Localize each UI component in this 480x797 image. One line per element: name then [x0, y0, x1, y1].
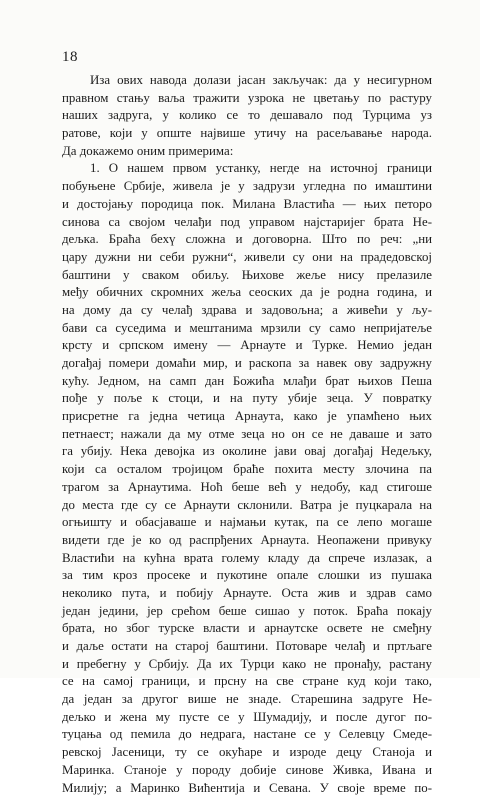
- text-line: баштини у сваком обиљу. Њихове жеље нису прелазиле: [62, 267, 432, 285]
- text-line: туцања од пемила до недрага, настане се у Селевцу Смеде-: [62, 726, 432, 744]
- text-line: и пребегну у Србију. Да их Турци како не пронађу, растану: [62, 656, 432, 674]
- text-line: 1. О нашем првом устанку, негде на источној граници: [62, 160, 432, 178]
- text-line: Да докажемо оним примерима:: [62, 143, 432, 161]
- text-line: до места где су се Арнаути склонили. Ватра је пуцкарала на: [62, 497, 432, 515]
- text-line: видети где је ко од распрђених Арнаута. Неопажени привуку: [62, 532, 432, 550]
- text-line: правном стању ваља тражити узрока не цветању по растуру: [62, 90, 432, 108]
- text-line: трагом за Арнаутима. Ноћ беше већ у недобу, кад стигоше: [62, 479, 432, 497]
- page-number: 18: [62, 49, 78, 66]
- text-line: огњишту и обасјаваше и најмањи кутак, па се лепо могаше: [62, 514, 432, 532]
- text-line: који са осталом тројицом браће похита месту злочина па: [62, 461, 432, 479]
- body-text: [62, 72, 432, 797]
- text-line: ревској Јасеници, ту се окућаре и изроде децу Станоја и: [62, 744, 432, 762]
- text-line: Властићи на кућна врата голему кладу да спрече излазак, а: [62, 550, 432, 568]
- text-line: кућу. Једном, на самп дан Божића млађи брат њихов Пешa: [62, 373, 432, 391]
- text-line: наших задруга, у колико се то дешавало под Турцима уз: [62, 107, 432, 125]
- text-line: дељка. Браћа бехү сложна и договорна. Што по реч: „ни: [62, 231, 432, 249]
- text-line: за тим кроз просеке и пукотине опале слошки из пушака: [62, 567, 432, 585]
- text-line: бави са суседима и мештанима мрзили су само непријатеље: [62, 320, 432, 338]
- text-line: дељко и жена му пусте се у Шумадију, и после дугог по-: [62, 709, 432, 727]
- text-line: и даље остати на старој баштини. Потоваре челађ и пртљаге: [62, 638, 432, 656]
- text-line: синова са својом челађи под управом најстаријег брата Не-: [62, 214, 432, 232]
- text-line: да један за другог више не знаде. Старешина задруге Не-: [62, 691, 432, 709]
- text-line: и достојању породица пок. Милана Властића — њих петоро: [62, 196, 432, 214]
- text-line: присретне га једна четица Арнаута, како је упамћено њих: [62, 408, 432, 426]
- text-line: га убију. Нека девојка из околине јави овај догађај Недељку,: [62, 443, 432, 461]
- text-line: неколико пута, и побију Арнауте. Оста жив и здрав само: [62, 585, 432, 603]
- text-line: брата, но због турске власти и арнаутске освете не смеђну: [62, 620, 432, 638]
- text-line: Иза ових навода долази јасан закључак: да у несигурном: [62, 72, 432, 90]
- text-line: један једини, јер срећом беше сишао у поток. Браћа покају: [62, 603, 432, 621]
- text-line: крсту и српском имену — Арнауте и Турке. Немио један: [62, 337, 432, 355]
- text-line: петнаест; нажали да му отме зеца но он се не даваше и зато: [62, 426, 432, 444]
- text-line: међу обичних скромних жеља сеоских да је родна година, и: [62, 284, 432, 302]
- text-line: Милију; а Маринко Вићентија и Севана. У своје време по-: [62, 780, 432, 797]
- text-line: Маринка. Станоје у породу добије синове Живка, Ивана и: [62, 762, 432, 780]
- text-line: на дому да су челађ здрава и задовољна; а живећи у љу-: [62, 302, 432, 320]
- text-line: пође у поље к стоци, и на путу убије зеца. У повратку: [62, 390, 432, 408]
- text-line: цару дужни ни себи ружни“, живели су они на прадедовској: [62, 249, 432, 267]
- text-line: побуњене Србије, живела је у задрузи угледна по имаштини: [62, 178, 432, 196]
- text-line: ратове, који у опште највише утичу на расељавање народа.: [62, 125, 432, 143]
- text-line: се на самој граници, и прсну на све стране куд који тако,: [62, 673, 432, 691]
- text-line: догађај помери домаћи мир, и раскопа за навек ову задружну: [62, 355, 432, 373]
